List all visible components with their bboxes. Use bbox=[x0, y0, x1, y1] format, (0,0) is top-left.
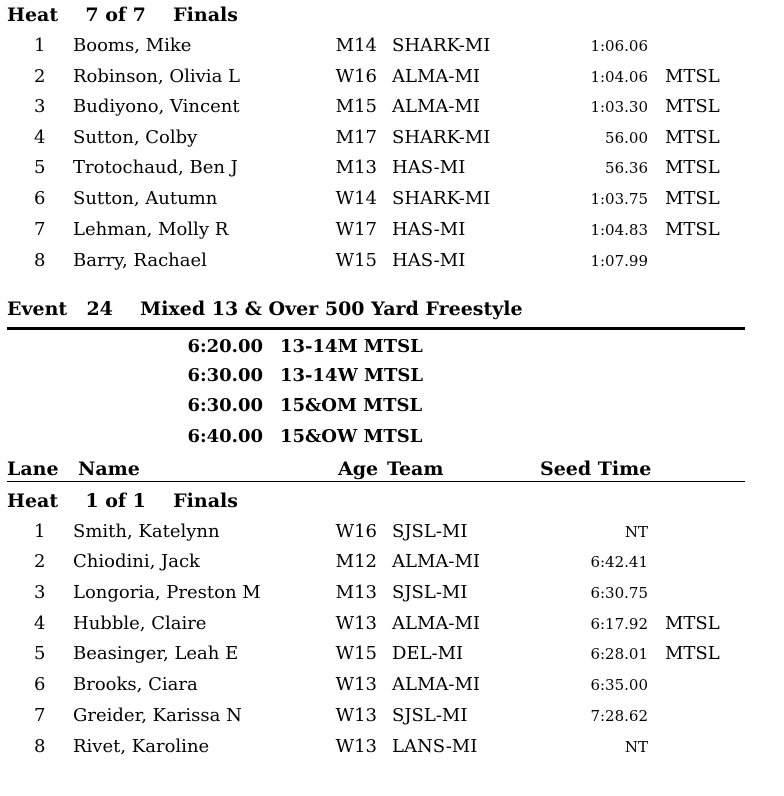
table-row bbox=[0, 582, 784, 612]
table-row bbox=[0, 35, 784, 65]
heat-a-number: 7 of 7 bbox=[85, 4, 146, 26]
standard-label: 13-14W MTSL bbox=[280, 365, 424, 386]
seed-time: 6:28.01 bbox=[590, 645, 648, 663]
team: SJSL-MI bbox=[392, 705, 468, 726]
seed-time: 6:17.92 bbox=[590, 615, 648, 633]
standard: MTSL bbox=[665, 66, 720, 87]
place: 2 bbox=[34, 66, 46, 87]
seed-time: 6:35.00 bbox=[590, 676, 648, 694]
time: 1:06.06 bbox=[590, 37, 648, 55]
swimmer-name: Sutton, Autumn bbox=[73, 188, 218, 209]
seed-time: NT bbox=[624, 523, 648, 541]
swimmer-name: Brooks, Ciara bbox=[73, 674, 198, 695]
lane: 3 bbox=[34, 582, 46, 603]
swimmer-name: Sutton, Colby bbox=[73, 127, 198, 148]
team: SHARK-MI bbox=[392, 35, 491, 56]
column-headers bbox=[0, 458, 784, 488]
standard-time: 6:30.00 bbox=[187, 365, 263, 386]
age: M12 bbox=[335, 551, 377, 572]
event-number: 24 bbox=[86, 298, 113, 320]
age: W13 bbox=[335, 705, 377, 726]
table-row bbox=[0, 188, 784, 218]
team: SHARK-MI bbox=[392, 188, 491, 209]
lane: 7 bbox=[34, 705, 46, 726]
header-divider bbox=[7, 481, 745, 482]
team: SJSL-MI bbox=[392, 521, 468, 542]
standard-time: 6:20.00 bbox=[187, 336, 263, 357]
lane: 1 bbox=[34, 521, 46, 542]
table-row bbox=[0, 736, 784, 766]
swimmer-name: Budiyono, Vincent bbox=[73, 96, 240, 117]
team: HAS-MI bbox=[392, 250, 466, 271]
team: SHARK-MI bbox=[392, 127, 491, 148]
age: W14 bbox=[335, 188, 377, 209]
heat-b-label: Heat bbox=[7, 490, 59, 512]
table-row bbox=[0, 551, 784, 581]
place: 3 bbox=[34, 96, 46, 117]
place: 6 bbox=[34, 188, 46, 209]
swimmer-name: Robinson, Olivia L bbox=[73, 66, 240, 87]
time: 1:03.30 bbox=[590, 98, 648, 116]
table-row bbox=[0, 66, 784, 96]
time: 56.36 bbox=[605, 159, 648, 177]
age: W15 bbox=[335, 643, 377, 664]
lane: 5 bbox=[34, 643, 46, 664]
standard-label: 15&OW MTSL bbox=[280, 426, 423, 447]
event-name: Mixed 13 & Over 500 Yard Freestyle bbox=[140, 298, 523, 320]
heat-a-round: Finals bbox=[173, 4, 238, 26]
column-name: Name bbox=[78, 458, 140, 480]
standard-row bbox=[0, 395, 784, 425]
age: M17 bbox=[335, 127, 377, 148]
age: W15 bbox=[335, 250, 377, 271]
table-row bbox=[0, 157, 784, 187]
event-divider bbox=[7, 327, 745, 330]
team: ALMA-MI bbox=[392, 674, 481, 695]
place: 8 bbox=[34, 250, 46, 271]
lane: 2 bbox=[34, 551, 46, 572]
event-title bbox=[7, 298, 523, 320]
place: 7 bbox=[34, 219, 46, 240]
seed-time: 6:42.41 bbox=[590, 553, 648, 571]
team: HAS-MI bbox=[392, 219, 466, 240]
standard: MTSL bbox=[665, 127, 720, 148]
standard: MTSL bbox=[665, 643, 720, 664]
heat-b-header bbox=[7, 490, 238, 512]
event-label: Event bbox=[7, 298, 68, 320]
time: 1:04.83 bbox=[590, 221, 648, 239]
team: HAS-MI bbox=[392, 157, 466, 178]
age: M13 bbox=[335, 582, 377, 603]
team: SJSL-MI bbox=[392, 582, 468, 603]
time: 1:04.06 bbox=[590, 68, 648, 86]
swimmer-name: Smith, Katelynn bbox=[73, 521, 220, 542]
standard-row bbox=[0, 426, 784, 456]
heat-a-header bbox=[7, 4, 238, 26]
swimmer-name: Beasinger, Leah E bbox=[73, 643, 239, 664]
seed-time: 6:30.75 bbox=[590, 584, 648, 602]
age: W16 bbox=[335, 521, 377, 542]
heat-b-round: Finals bbox=[173, 490, 238, 512]
seed-time: 7:28.62 bbox=[590, 707, 648, 725]
swimmer-name: Greider, Karissa N bbox=[73, 705, 242, 726]
lane: 6 bbox=[34, 674, 46, 695]
standard: MTSL bbox=[665, 613, 720, 634]
table-row bbox=[0, 674, 784, 704]
swimmer-name: Hubble, Claire bbox=[73, 613, 207, 634]
swimmer-name: Rivet, Karoline bbox=[73, 736, 210, 757]
standard: MTSL bbox=[665, 188, 720, 209]
table-row bbox=[0, 219, 784, 249]
column-lane: Lane bbox=[7, 458, 59, 480]
heat-b-number: 1 of 1 bbox=[85, 490, 146, 512]
age: W13 bbox=[335, 674, 377, 695]
place: 5 bbox=[34, 157, 46, 178]
team: ALMA-MI bbox=[392, 551, 481, 572]
swimmer-name: Trotochaud, Ben J bbox=[73, 157, 238, 178]
standard: MTSL bbox=[665, 157, 720, 178]
time: 1:03.75 bbox=[590, 190, 648, 208]
heat-a-label: Heat bbox=[7, 4, 59, 26]
swimmer-name: Booms, Mike bbox=[73, 35, 192, 56]
team: ALMA-MI bbox=[392, 613, 481, 634]
swimmer-name: Chiodini, Jack bbox=[73, 551, 200, 572]
team: DEL-MI bbox=[392, 643, 464, 664]
table-row bbox=[0, 705, 784, 735]
seed-time: NT bbox=[624, 738, 648, 756]
age: W13 bbox=[335, 736, 377, 757]
swimmer-name: Lehman, Molly R bbox=[73, 219, 229, 240]
age: W16 bbox=[335, 66, 377, 87]
column-seed-time: Seed Time bbox=[540, 458, 652, 480]
column-age: Age bbox=[338, 458, 379, 480]
standard: MTSL bbox=[665, 96, 720, 117]
standard: MTSL bbox=[665, 219, 720, 240]
swimmer-name: Barry, Rachael bbox=[73, 250, 207, 271]
place: 4 bbox=[34, 127, 46, 148]
age: W17 bbox=[335, 219, 377, 240]
age: M15 bbox=[335, 96, 377, 117]
swimmer-name: Longoria, Preston M bbox=[73, 582, 261, 603]
table-row bbox=[0, 127, 784, 157]
table-row bbox=[0, 96, 784, 126]
age: M14 bbox=[335, 35, 377, 56]
table-row bbox=[0, 521, 784, 551]
table-row bbox=[0, 250, 784, 280]
column-team: Team bbox=[387, 458, 444, 480]
standard-time: 6:40.00 bbox=[187, 426, 263, 447]
standard-row bbox=[0, 365, 784, 395]
standard-label: 13-14M MTSL bbox=[280, 336, 423, 357]
standard-row bbox=[0, 336, 784, 366]
table-row bbox=[0, 643, 784, 673]
lane: 8 bbox=[34, 736, 46, 757]
age: M13 bbox=[335, 157, 377, 178]
lane: 4 bbox=[34, 613, 46, 634]
table-row bbox=[0, 613, 784, 643]
standard-time: 6:30.00 bbox=[187, 395, 263, 416]
team: LANS-MI bbox=[392, 736, 478, 757]
time: 1:07.99 bbox=[590, 252, 648, 270]
time: 56.00 bbox=[605, 129, 648, 147]
team: ALMA-MI bbox=[392, 96, 481, 117]
standard-label: 15&OM MTSL bbox=[280, 395, 423, 416]
age: W13 bbox=[335, 613, 377, 634]
team: ALMA-MI bbox=[392, 66, 481, 87]
place: 1 bbox=[34, 35, 46, 56]
